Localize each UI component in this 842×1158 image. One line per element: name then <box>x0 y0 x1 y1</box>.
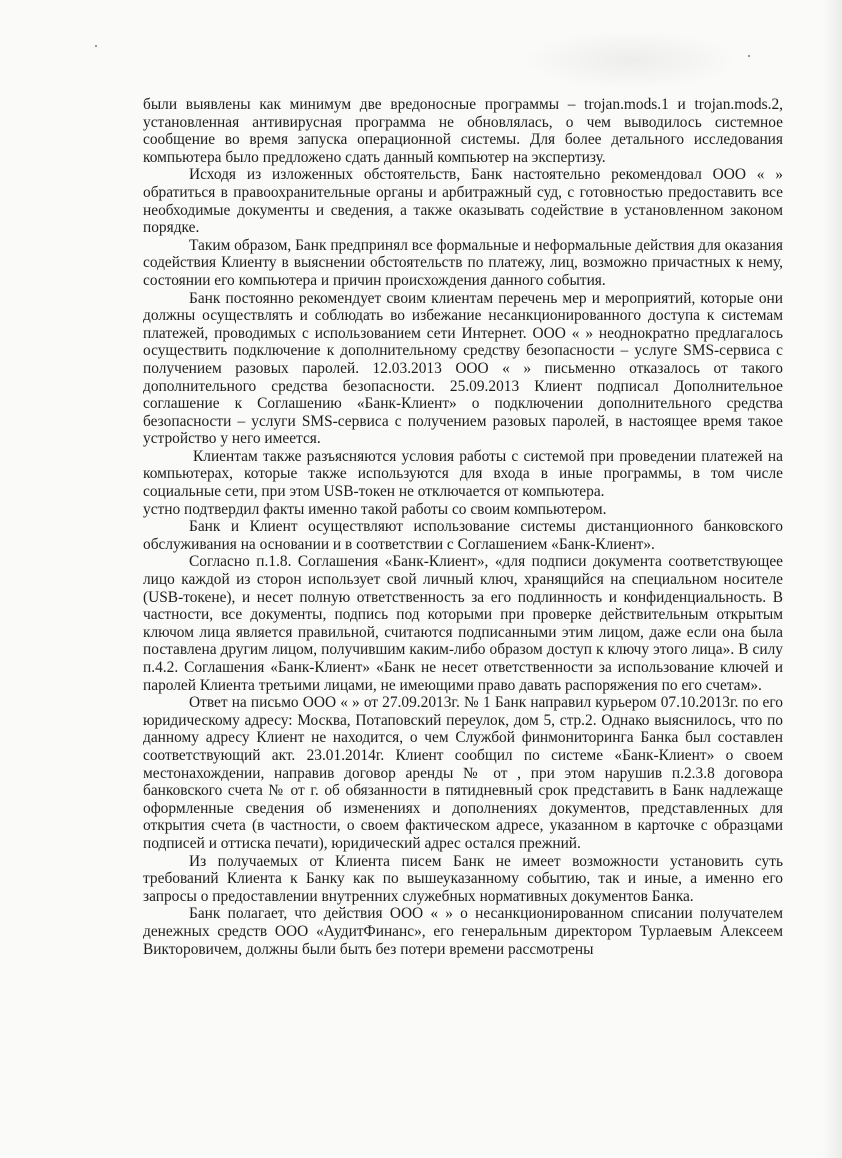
paragraph-bank-actions: Таким образом, Банк предпринял все формальные и неформальные действия для оказания содействия Клиенту в выяснении обстоятельств по платежу, лиц, возможно причастных к нему, состоянии его компьютера и причин происхождения данного события. <box>143 236 783 289</box>
scan-speck <box>748 55 750 57</box>
letter-body <box>143 96 783 958</box>
scan-smudge <box>520 30 740 90</box>
paragraph-malware-findings: были выявлены как минимум две вредоносные программы – trojan.mods.1 и trojan.mods.2, установленная антивирусная программа не обновлялась, о чем выводилось системное сообщение во время запуска операционной системы. Для более детального исследования компьютера было предложено сдать данный компьютер на экспертизу. <box>143 96 783 166</box>
scan-edge-shadow <box>822 0 842 1158</box>
paragraph-agreement-clause: Согласно п.1.8. Соглашения «Банк-Клиент», «для подписи документа соответствующее лицо каждой из сторон использует свой личный ключ, хранящийся на специальном носителе (USB-токене), и несет полную ответственность за его подлинность и конфиденциальность. В частности, все документы, подпись под которыми при проверке действительным открытым ключом лица является правильной, считаются подписанными этим лицом, даже если она была поставлена другим лицом, получившим каким-либо образом доступ к ключу этого лица». В силу п.4.2. Соглашения «Банк-Клиент» «Банк не несет ответственности за использование ключей и паролей Клиента третьими лицами, не имеющими право давать распоряжения по его счетам». <box>143 553 783 694</box>
paragraph-agreement-basis: Банк и Клиент осуществляют использование системы дистанционного банковского обслуживания на основании и в соответствии с Соглашением «Банк-Клиент». <box>143 518 783 553</box>
paragraph-bank-position: Банк полагает, что действия ООО « » о несанкционированном списании получателем денежных средств ООО «АудитФинанс», его генеральным директором Турлаевым Алексеем Викторовичем, должны были быть без потери времени рассмотрены <box>143 905 783 958</box>
paragraph-oral-confirmation: устно подтвердил факты именно такой работы со своим компьютером. <box>143 500 607 518</box>
paragraph-client-letters: Из получаемых от Клиента писем Банк не имеет возможности установить суть требований Клиента к Банку как по вышеуказанному событию, так и иные, а именно его запросы о предоставлении внутренних служебных нормативных документов Банка. <box>143 852 783 905</box>
paragraph-security-measures: Банк постоянно рекомендует своим клиентам перечень мер и мероприятий, которые они должны осуществлять и соблюдать во избежание несанкционированного доступа к системам платежей, проводимых с использованием сети Интернет. ООО « » неоднократно предлагалось осуществить подключение к дополнительному средству безопасности – услуге SMS-сервиса с получением разовых паролей. 12.03.2013 ООО « » письменно отказалось от такого дополнительного средства безопасности. 25.09.2013 Клиент подписал Дополнительное соглашение к Соглашению «Банк-Клиент» о подключении дополнительного средства безопасности – услуги SMS-сервиса с получением разовых паролей, в настоящее время такое устройство у него имеется. <box>143 289 783 448</box>
paragraph-courier-response: Ответ на письмо ООО « » от 27.09.2013г. № 1 Банк направил курьером 07.10.2013г. по его юридическому адресу: Москва, Потаповский переулок, дом 5, стр.2. Однако выяснилось, что по данному адресу Клиент не находится, о чем Службой финмониторинга Банка был составлен соответствующий акт. 23.01.2014г. Клиент сообщил по системе «Банк-Клиент» о своем местонахождении, направив договор аренды № от , при этом нарушив п.2.3.8 договора банковского счета № от г. об обязанности в пятидневный срок представить в Банк надлежаще оформленные сведения об изменениях и дополнениях документов, представленных для открытия счета (в частности, о своем фактическом адресе, указанном в карточке с образцами подписей и оттиска печати), юридический адрес остался прежний. <box>143 694 783 852</box>
paragraph-recommendation: Исходя из изложенных обстоятельств, Банк настоятельно рекомендовал ООО « » обратиться в правоохранительные органы и арбитражный суд, с готовностью предоставить все необходимые документы и сведения, а также оказывать содействие в установленном законом порядке. <box>143 166 783 237</box>
paragraph-usb-token: Клиентам также разъясняются условия работы с системой при проведении платежей на компьютерах, которые также используются для входа в иные программы, в том числе социальные сети, при этом USB-токен не отключается от компьютера. <box>143 447 783 501</box>
scan-speck <box>95 45 97 47</box>
